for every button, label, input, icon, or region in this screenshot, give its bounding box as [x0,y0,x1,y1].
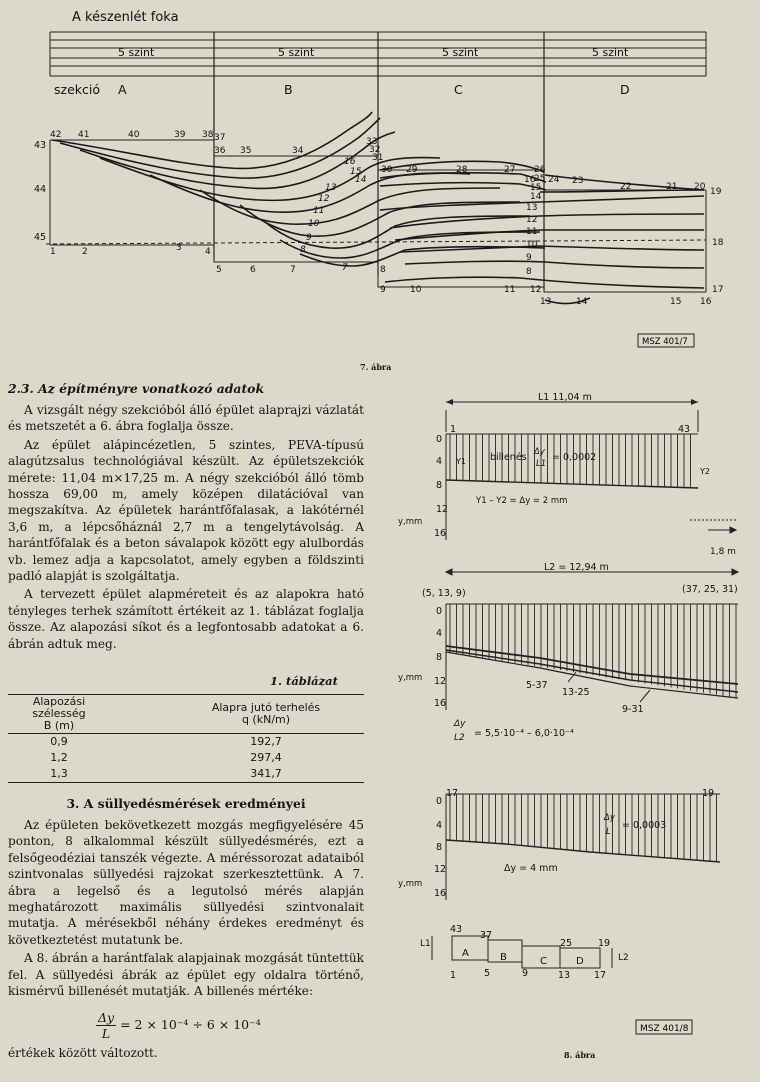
y-tick: 8 [436,652,443,663]
point-label: 37 [214,133,226,143]
section-d: D [620,82,630,97]
contour-label: 11 [313,206,325,216]
figure-7 [0,0,760,360]
point-label: 35 [240,146,252,156]
point-label: 9 [380,285,386,295]
fig7-title: A készenlét foka [72,10,179,25]
contour-label: 8 [526,267,532,277]
y-tick: 0 [436,796,443,807]
curve-label: 13-25 [562,687,590,698]
contour-label: 10 [308,219,320,229]
y-label: y,mm [398,517,423,527]
paragraph: A 8. ábrán a harántfalak alapjainak mozgását tüntettük fel. A süllyedési ábrák az épület egy oldalra történő, kismérvű billenését mutatják. A billenés mértéke: [8,951,364,999]
paragraph: Az épület alápincézetlen, 5 szintes, PEVA-típusú alagútzsalus technológiával készült. Az épületszekciók mérete: 11,04 m×17,25 m. A négy szekcióból álló tömb hossza 69,00 m, amely középen dilatációval van megszakítva. Az épületek harántfőfalasak, a lakótérnél 3,6 m, a lépcsőháznál 2,7 m a tengelytávolság. A harántfőfalak és a beton sávalapok között egy alulbordás vb. lemez adja a kapcsolatot, amely egyben a földszinti padló alapját is szolgáltatja. [8,437,364,584]
point-label: 13 [540,297,552,307]
y-tick: 16 [434,888,447,899]
point-label: 43 [678,424,691,435]
paragraph: A vizsgált négy szekcióból álló épület alaprajzi vázlatát és metszetét a 6. ábra foglalja össze. [8,403,364,434]
point-label: 17 [712,285,724,295]
point-label: 28 [456,165,468,175]
y-tick: 4 [436,628,443,639]
y-tick: 12 [434,864,447,875]
plan-label: 37 [480,930,493,941]
diff-label: Y1 – Y2 = Δy = 2 mm [476,496,568,506]
frac-den: L1 [536,459,547,469]
section-heading: 2.3. Az építményre vonatkozó adatok [8,381,265,396]
point-label: 30 [381,165,393,175]
point-label: 25 [534,174,546,184]
plan-label: 5 [484,968,491,979]
y-tick: 16 [434,698,447,709]
point-label: 23 [572,176,584,186]
plan-label: 17 [594,970,607,981]
frac-num: Δy [604,813,615,823]
point-label: 1 [50,247,56,257]
y-tick: 4 [436,456,443,467]
y2-label: Y2 [700,467,710,476]
point-label: 27 [504,165,516,175]
section-3 [8,794,364,1001]
contour-label: 14 [355,175,367,185]
ratio-num: Δy [454,719,466,729]
width-label: 1,8 m [710,547,736,557]
point-label: 32 [369,145,381,155]
annotation: billenés [490,452,527,463]
contour-label: 7 [342,263,348,273]
contour-label: 13 [325,183,337,193]
point-label: 33 [366,137,378,147]
dim-label: L2 = 12,94 m [544,562,609,573]
table-row: 1,2 297,4 [50,751,282,764]
ratio-den: L2 [454,733,465,743]
point-label: 36 [214,146,226,156]
y1-label: Y1 [456,457,466,466]
table-row: 1,3 341,7 [8,766,364,783]
point-label: 5 [216,265,222,275]
plan-section: A [462,948,469,959]
table-header: Alapra jutó terhelés q (kN/m) [168,695,364,734]
section-c: C [454,82,463,97]
y-tick: 16 [434,528,447,539]
plan-dim: L1 [420,939,431,949]
point-label: 16 [700,297,712,307]
section-heading: 3. A süllyedésmérések eredményei [66,796,306,811]
point-label: 12 [530,285,542,295]
axis-label: 44 [34,184,47,195]
load-table [8,694,364,783]
point-label: 31 [372,153,384,163]
point-label: 15 [670,297,682,307]
y-tick: 12 [434,676,447,687]
point-label: 19 [702,788,715,799]
table-header: Alapozási szélesség B (m) [8,695,168,734]
plan-label: 1 [450,970,457,981]
point-label: 38 [202,130,214,140]
y-tick: 8 [436,842,443,853]
contour-label: 14 [530,192,542,202]
dim-label: L1 11,04 m [538,392,592,403]
point-label: 17 [446,788,459,799]
point-label: 34 [292,146,304,156]
point-label: 42 [50,130,62,140]
contour-label: 13 [526,203,538,213]
level-label: 5 szint [592,46,629,59]
point-label: 6 [250,265,256,275]
point-label: 26 [534,165,546,175]
plan-label: 43 [450,924,463,935]
curve-label: 5-37 [526,680,548,691]
axis-label: 43 [34,140,47,151]
contour-label: 16 [344,157,356,167]
y-tick: 8 [436,480,443,491]
point-label: 21 [666,182,678,192]
plan-label: 19 [598,938,611,949]
figure-caption: 8. ábra [564,1050,596,1060]
contour-label: 12 [526,215,538,225]
point-label: 39 [174,130,186,140]
section-b: B [284,82,293,97]
point-label: 10 [410,285,422,295]
frac-den: L [606,827,611,837]
point-label: 8 [380,265,386,275]
section-a: A [118,82,127,97]
axis-label: 45 [34,232,47,243]
contour-label: 8 [300,245,306,255]
level-label: 5 szint [118,46,155,59]
plan-label: 13 [558,970,571,981]
contour-label: 15 [530,183,542,193]
plan-label: 25 [560,938,573,949]
point-label: 14 [576,297,588,307]
y-label: y,mm [398,879,423,889]
point-label: 24 [548,175,560,185]
table-row: 0,9 192,7 [50,735,282,748]
contour-label: 11 [526,227,538,237]
point-label: 18 [712,238,724,248]
contour-label: 15 [350,167,362,177]
point-label: (5, 13, 9) [422,588,466,599]
ratio: = 0,0002 [552,452,597,463]
point-label: 29 [406,165,418,175]
table-caption: 1. táblázat [270,674,338,688]
formula: $\frac{\Delta y}{L}$ = 2 × 10⁻⁴ ÷ 6 × 10⁻⁴ [98,1010,261,1041]
point-label: 11 [504,285,516,295]
point-label: 4 [205,247,211,257]
stamp: MSZ 401/7 [642,337,688,347]
point-label: 40 [128,130,140,140]
article-body [8,381,364,654]
y-tick: 0 [436,434,443,445]
point-label: 1 [450,424,457,435]
point-label: 19 [710,187,722,197]
figure-8 [390,380,760,1080]
plan-section: B [500,952,507,963]
figure-caption: 7. ábra [360,362,392,372]
point-label: 7 [290,265,296,275]
contour-label: 10 [526,240,538,250]
ratio-text: = 5,5·10⁻⁴ – 6,0·10⁻⁴ [474,728,574,739]
y-label: y,mm [398,673,423,683]
point-label: 22 [620,182,632,192]
diff-label: Δy = 4 mm [504,863,558,874]
paragraph: Az épületen bekövetkezett mozgás megfigyelésére 45 ponton, 8 alkalommal készült süllyedésmérés, ezt a felsőgeodéziai tanszék végezte. A méréssorozat adataiból szintvonalas süllyedési rajzokat szerkesztettünk. A 7. ábra a legelső és a legutolsó mérés alapján meghatározott maximális süllyedési szintvonalait mutatja. A mérésekből néhány érdekes eredményt és következtetést mutatunk be. [8,818,364,947]
contour-label: 9 [526,253,532,263]
closing-text: értékek között változott. [8,1046,158,1060]
ratio: = 0,0003 [622,820,667,831]
plan-dim: L2 [618,953,629,963]
frac-num: Δy [534,447,545,457]
plan-section: C [540,956,547,967]
level-label: 5 szint [278,46,315,59]
point-label: 2 [82,247,88,257]
section-label: szekció [54,82,100,97]
contour-label: 16 [524,175,536,185]
y-tick: 0 [436,606,443,617]
plan-label: 9 [522,968,529,979]
y-tick: 12 [436,504,449,515]
point-label: (37, 25, 31) [682,584,738,595]
point-label: 20 [694,182,706,192]
stamp: MSZ 401/8 [640,1024,689,1034]
level-label: 5 szint [442,46,479,59]
contour-label: 12 [318,194,330,204]
point-label: 41 [78,130,90,140]
contour-label: 9 [306,233,312,243]
curve-label: 9-31 [622,704,644,715]
paragraph: A tervezett épület alapméreteit és az alapokra ható tényleges terhek számított értékeit az 1. táblázat foglalja össze. Az alapozási síkot és a legfontosabb adatokat a 6. ábrán adtuk meg. [8,587,364,651]
point-label: 3 [176,243,182,253]
y-tick: 4 [436,820,443,831]
plan-section: D [576,956,584,967]
